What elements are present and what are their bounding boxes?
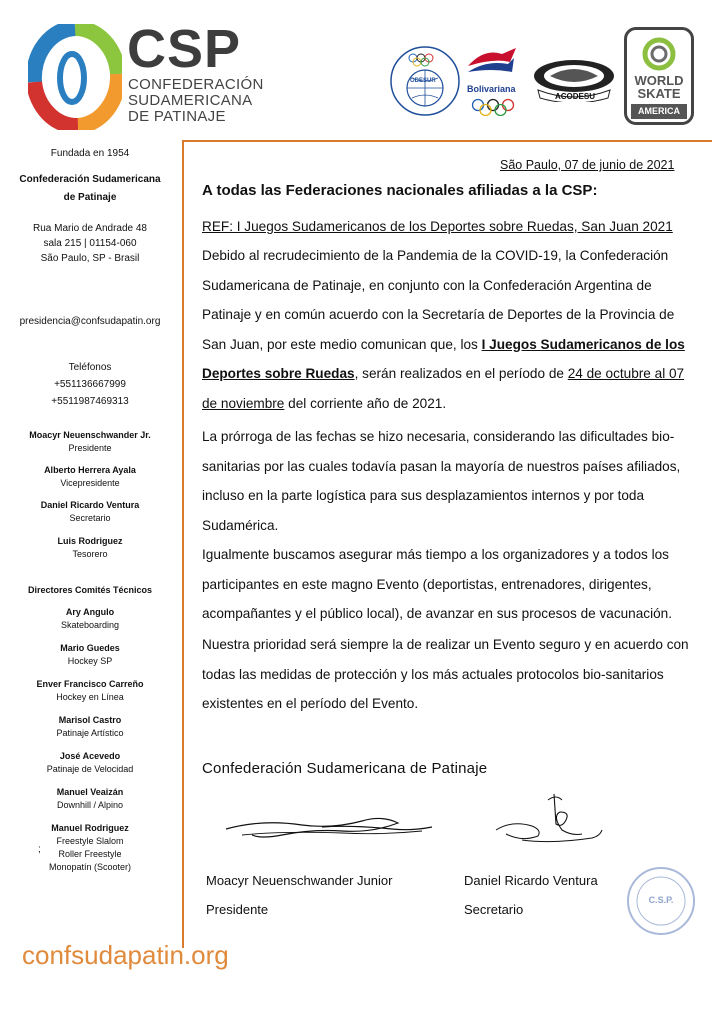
sidebar-officer: Daniel Ricardo Ventura Secretario: [40, 500, 140, 523]
founded-text: Fundada en 1954: [50, 148, 130, 159]
sidebar-org-name: Confederación Sudamericana de Patinaje: [19, 174, 161, 203]
sidebar-phones: Teléfonos +551136667999 +5511987469313: [51, 362, 129, 407]
csp-logo-icon: [28, 24, 122, 130]
world-skate-ring-icon: [641, 36, 677, 72]
letter-greeting: A todas las Federaciones nacionales afiliadas a la CSP:: [202, 182, 598, 199]
signoff-org: Confederación Sudamericana de Patinaje: [202, 760, 488, 777]
sidebar-director: Ary Angulo Skateboarding: [60, 607, 120, 630]
bolivariana-label: Bolivariana: [467, 84, 516, 94]
letter-paragraph-1: Debido al recrudecimiento de la Pandemia de la COVID-19, la Confederación Sudamericana de Patinaje, en conjunto con la Confederación Argentina de Patinaje y en común acuerdo con la Secretaría de Deportes de la Provincia de San Juan, por este medio comunican que, los I Juegos Sudamericanos de los Deportes sobre Ruedas, serán realizados en el período de 24 de octubre al 07 de noviembre del corriente año de 2021.: [202, 248, 685, 411]
sidebar-director: Manuel Veaizán Downhill / Alpino: [56, 787, 124, 810]
sidebar-director: Enver Francisco Carreño Hockey en Línea: [36, 679, 144, 702]
letter-paragraph-2: La prórroga de las fechas se hizo necesaria, considerando las dificultades bio-sanitarias por las cuales todavía pasan la mayoría de nuestros países afiliados, incluso en la parte logística para sus desplazamientos internos y por toda Sudamérica.: [202, 429, 681, 533]
sidebar-officer: Alberto Herrera Ayala Vicepresidente: [44, 465, 136, 488]
signer-secretary-role: Secretario: [464, 902, 524, 917]
letter-paragraph-4: Nuestra prioridad será siempre la de realizar un Evento seguro y en acuerdo con todas las medidas de protección y los más actuales protocolos bio-sanitarios existentes en el período del Evento.: [202, 637, 689, 711]
signer-secretary-name: Daniel Ricardo Ventura: [464, 873, 598, 888]
signer-president-name: Moacyr Neuenschwander Junior: [206, 873, 393, 888]
letter-paragraph-3: Igualmente buscamos asegurar más tiempo a los organizadores y a todos los participantes en este magno Evento (deportistas, entrenadores, dirigentes, acompañantes y el público local), de avanzar en sus procesos de vacunación.: [202, 547, 673, 621]
sidebar-director: José Acevedo Patinaje de Velocidad: [46, 751, 134, 774]
top-divider: [182, 140, 712, 142]
odesur-label: ODESUR: [410, 78, 436, 84]
logo-subtitle: CONFEDERACIÓN SUDAMERICANA DE PATINAJE: [128, 76, 264, 125]
sidebar-director: Manuel Rodriguez Freestyle Slalom Roller Freestyle Monopatín (Scooter): [48, 823, 132, 872]
letter-date: São Paulo, 07 de junio de 2021: [500, 158, 675, 172]
footer-website[interactable]: confsudapatin.org: [22, 940, 229, 970]
sidebar-officer: Moacyr Neuenschwander Jr. Presidente: [29, 430, 151, 453]
letter-ref: REF: I Juegos Sudamericanos de los Deportes sobre Ruedas, San Juan 2021: [202, 219, 673, 234]
sidebar-director: Marisol Castro Patinaje Artístico: [56, 715, 124, 738]
sidebar-director: Mario Guedes Hockey SP: [60, 643, 120, 666]
signature-president-icon: [222, 805, 436, 845]
world-skate-logo: WORLD SKATE AMERICA: [624, 27, 694, 125]
official-seal: C.S.P.: [626, 866, 696, 936]
sidebar-email[interactable]: presidencia@confsudapatin.org: [19, 316, 161, 327]
sidebar-address: Rua Mario de Andrade 48 sala 215 | 01154-060 São Paulo, SP - Brasil: [33, 223, 147, 264]
sidebar-officer: Luis Rodriguez Tesorero: [57, 536, 123, 559]
logo-wordmark: CSP: [127, 19, 242, 79]
stray-mark: ;: [38, 844, 41, 855]
acodesu-label: ACODESU: [555, 92, 596, 101]
signature-secretary-icon: [492, 790, 604, 852]
olympic-rings-icon: [470, 98, 516, 116]
directors-title: Directores Comités Técnicos: [27, 585, 153, 595]
left-divider: [182, 140, 184, 948]
signer-president-role: Presidente: [206, 902, 269, 917]
